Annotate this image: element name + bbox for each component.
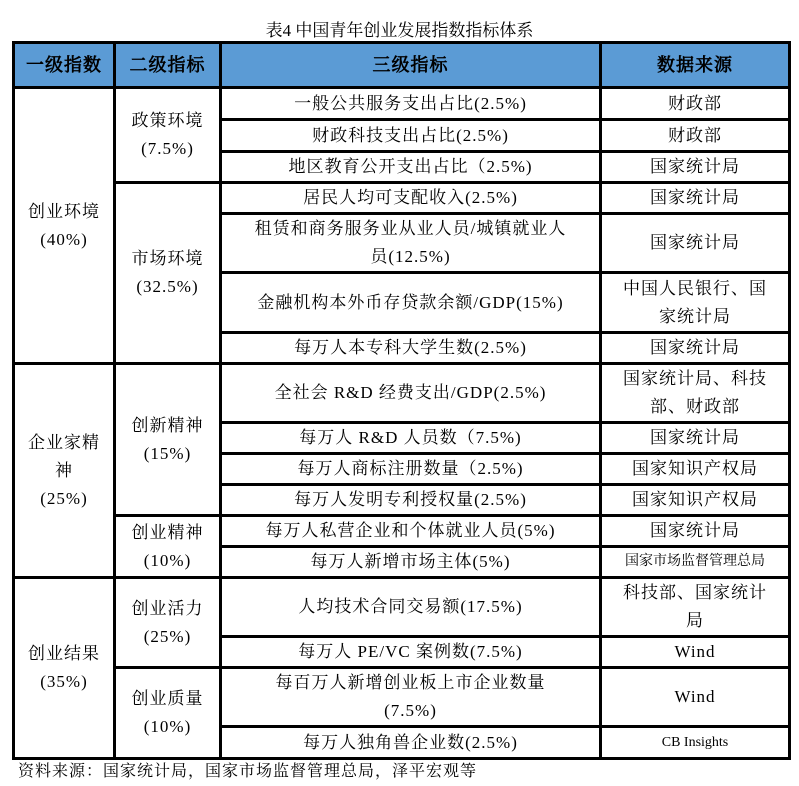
level3-indicator: 一般公共服务支出占比(2.5%) [221, 88, 601, 120]
data-source: 国家知识产权局 [601, 485, 790, 516]
data-source: 财政部 [601, 88, 790, 120]
level1-indicator: 企业家精 神 (25%) [14, 364, 115, 578]
header-level1: 一级指数 [14, 43, 115, 88]
level2-indicator: 创新精神 (15%) [115, 364, 221, 516]
data-source: CB Insights [601, 727, 790, 759]
level2-indicator: 创业质量 (10%) [115, 668, 221, 759]
data-source: 国家统计局 [601, 423, 790, 454]
data-source: 国家知识产权局 [601, 454, 790, 485]
level3-indicator: 每万人本专科大学生数(2.5%) [221, 333, 601, 364]
level3-indicator: 每万人私营企业和个体就业人员(5%) [221, 516, 601, 547]
data-source: 国家统计局 [601, 183, 790, 214]
header-level2: 二级指标 [115, 43, 221, 88]
table-row [14, 88, 790, 120]
level1-indicator: 创业环境 (40%) [14, 88, 115, 364]
level3-indicator: 居民人均可支配收入(2.5%) [221, 183, 601, 214]
level3-indicator: 每万人新增市场主体(5%) [221, 547, 601, 578]
data-source: 中国人民银行、国 家统计局 [601, 273, 790, 333]
level3-indicator: 每万人发明专利授权量(2.5%) [221, 485, 601, 516]
level2-indicator: 政策环境 (7.5%) [115, 88, 221, 183]
level3-indicator: 金融机构本外币存贷款余额/GDP(15%) [221, 273, 601, 333]
data-source: 国家统计局 [601, 333, 790, 364]
level3-indicator: 租赁和商务服务业从业人员/城镇就业人 员(12.5%) [221, 214, 601, 273]
header-row [14, 43, 790, 88]
level2-indicator: 创业活力 (25%) [115, 578, 221, 668]
level1-indicator: 创业结果 (35%) [14, 578, 115, 759]
data-source: 国家市场监督管理总局 [601, 547, 790, 578]
data-source: 科技部、国家统计 局 [601, 578, 790, 637]
table-row [14, 668, 790, 727]
data-source: 国家统计局、科技 部、财政部 [601, 364, 790, 423]
level2-indicator: 创业精神 (10%) [115, 516, 221, 578]
data-source: Wind [601, 668, 790, 727]
indicator-table [12, 41, 791, 760]
data-source: 财政部 [601, 120, 790, 152]
table-row [14, 183, 790, 214]
level3-indicator: 人均技术合同交易额(17.5%) [221, 578, 601, 637]
data-source: Wind [601, 637, 790, 668]
level3-indicator: 全社会 R&D 经费支出/GDP(2.5%) [221, 364, 601, 423]
header-source: 数据来源 [601, 43, 790, 88]
data-source: 国家统计局 [601, 214, 790, 273]
level3-indicator: 每万人商标注册数量（2.5%) [221, 454, 601, 485]
header-level3: 三级指标 [221, 43, 601, 88]
level2-indicator: 市场环境 (32.5%) [115, 183, 221, 364]
data-source: 国家统计局 [601, 152, 790, 183]
data-source: 国家统计局 [601, 516, 790, 547]
level3-indicator: 财政科技支出占比(2.5%) [221, 120, 601, 152]
level3-indicator: 每万人 PE/VC 案例数(7.5%) [221, 637, 601, 668]
table-row [14, 578, 790, 637]
level3-indicator: 每万人独角兽企业数(2.5%) [221, 727, 601, 759]
table-title: 表4 中国青年创业发展指数指标体系 [265, 21, 534, 40]
level3-indicator: 每百万人新增创业板上市企业数量 (7.5%) [221, 668, 601, 727]
level3-indicator: 地区教育公开支出占比（2.5%) [221, 152, 601, 183]
source-note: 资料来源：国家统计局，国家市场监督管理总局，泽平宏观等 [18, 763, 478, 780]
level3-indicator: 每万人 R&D 人员数（7.5%) [221, 423, 601, 454]
table-row [14, 364, 790, 423]
table-row [14, 516, 790, 547]
